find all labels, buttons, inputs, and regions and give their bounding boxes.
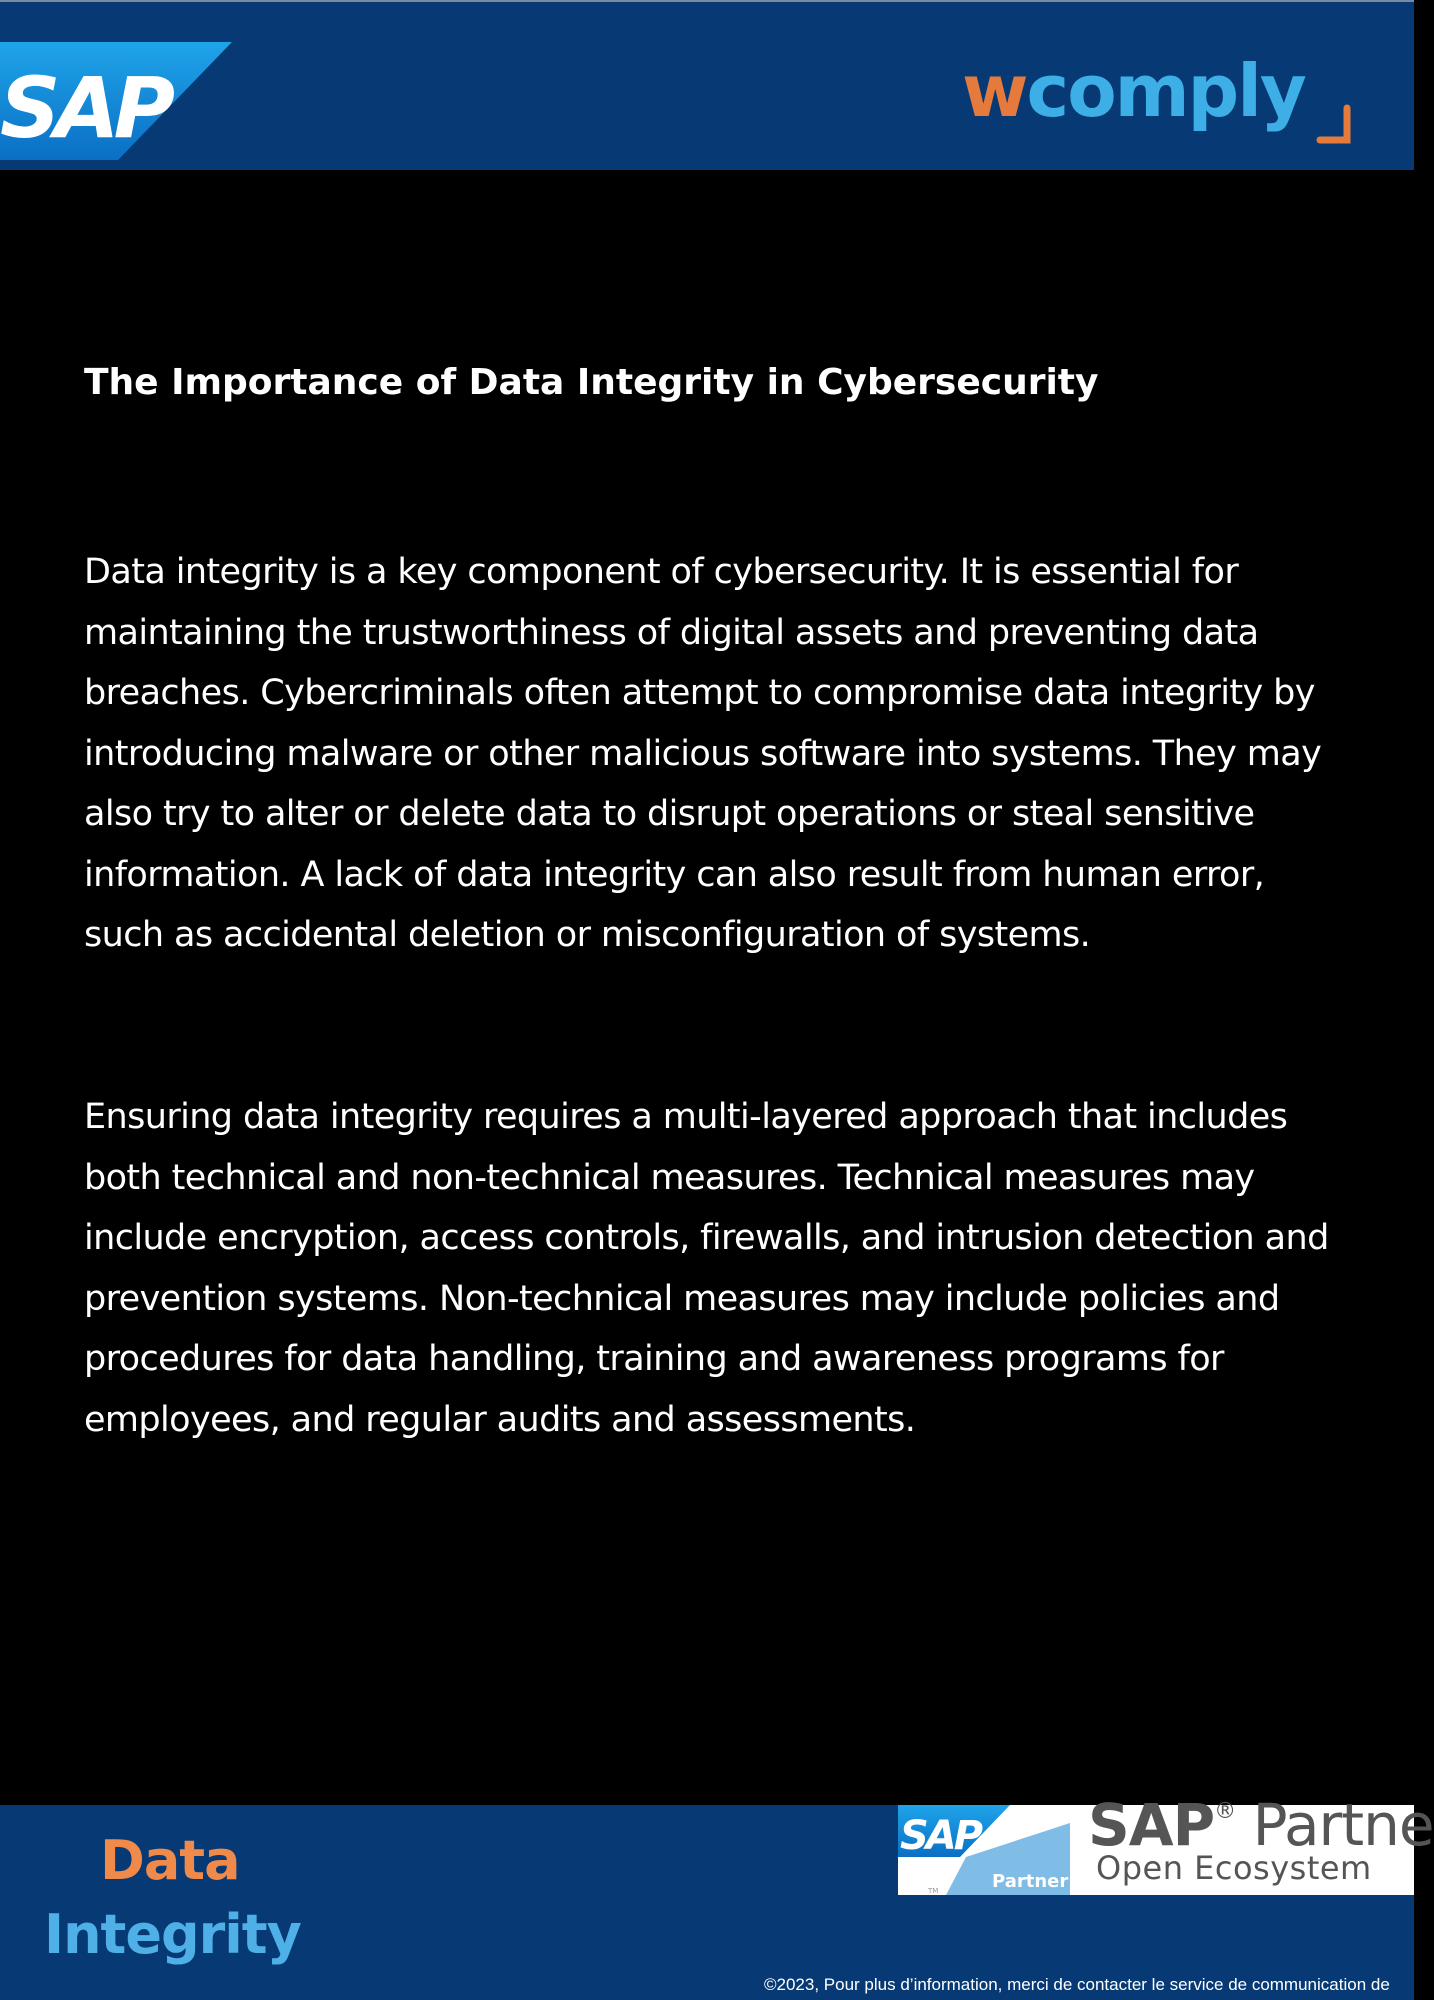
partner-subtitle: Open Ecosystem <box>1096 1849 1372 1887</box>
svg-text:wcomply: wcomply <box>962 49 1305 133</box>
sap-partner-logo <box>898 1805 1070 1895</box>
sap-logo-text: SAP <box>0 59 170 157</box>
article-title: The Importance of Data Integrity in Cybersecurity <box>84 362 1099 403</box>
partner-tm: TM <box>928 1887 939 1895</box>
footer-word-data: Data <box>100 1829 240 1892</box>
footer-bar <box>0 1791 1434 2000</box>
wcomply-logo <box>962 49 1362 146</box>
partner-label: Partner <box>992 1871 1069 1892</box>
article-paragraph-2: Ensuring data integrity requires a multi-layered approach that includes both technical and non-technical measures. Technical measures may include encryption, access controls, firewalls, and intrusion detection and prevention systems. Non-technical measures may include policies and procedures for data handling, training and awareness programs for employees, and regular audits and assessments. <box>84 1097 1329 1440</box>
article-paragraph-1: Data integrity is a key component of cybersecurity. It is essential for maintaining the trustworthiness of digital assets and preventing data breaches. Cybercriminals often attempt to compromise data integrity by introducing malware or other malicious software into systems. They may also try to alter or delete data to disrupt operations or steal sensitive information. A lack of data integrity can also result from human error, such as accidental deletion or misconfiguration of systems. <box>84 552 1322 955</box>
copyright-notice: ©2023, Pour plus d’information, merci de contacter le service de communication de <box>764 1975 1390 1994</box>
footer-word-integrity: Integrity <box>44 1903 301 1966</box>
partner-title-rest: Partne <box>1252 1791 1434 1859</box>
partner-registered: ® <box>1214 1799 1236 1824</box>
header-bar <box>0 2 1414 170</box>
sap-partner-badge <box>898 1791 1434 1895</box>
sap-logo <box>0 42 232 160</box>
article-body <box>0 170 1414 1805</box>
partner-sap-text: SAP <box>900 1813 981 1859</box>
partner-title-sap: SAP <box>1088 1791 1215 1859</box>
